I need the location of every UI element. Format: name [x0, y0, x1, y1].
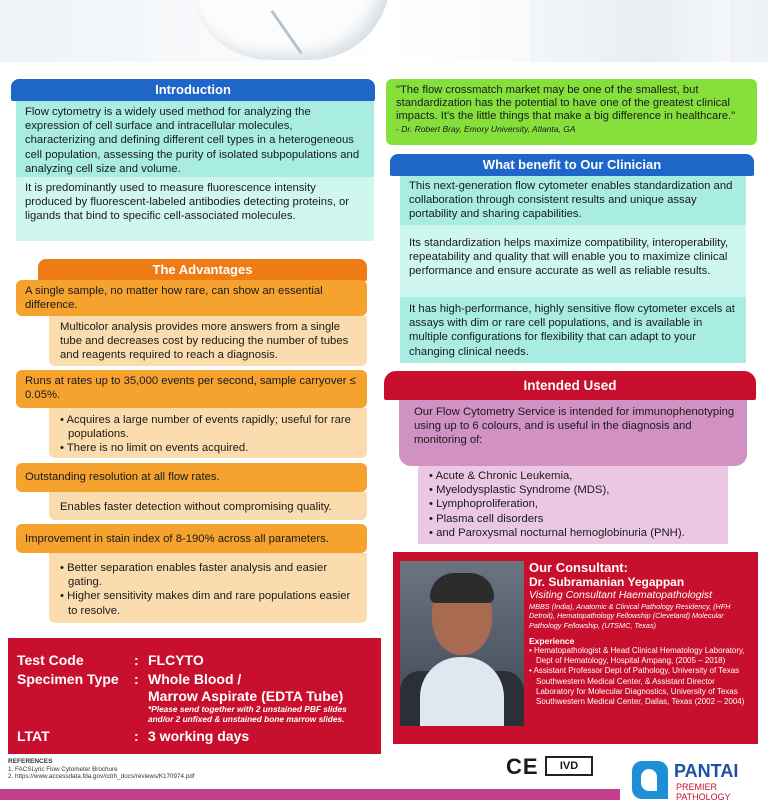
benefit-paragraph-3: It has high-performance, highly sensitive flow cytometer excels at assays with dim or rare cell populations, and is available in multiple configurations for flexibility that can adapt to your changing clinical needs.	[400, 297, 746, 363]
footer-bar	[0, 789, 620, 800]
advantage-bullet: • Acquires a large number of events rapidly; useful for rare populations.	[60, 414, 351, 441]
quote-box	[386, 79, 757, 145]
intended-header	[384, 371, 756, 400]
intended-list-box	[418, 466, 728, 544]
test-info-panel	[8, 638, 381, 754]
logo-name: PANTAI	[674, 761, 739, 781]
intended-item: • Acute & Chronic Leukemia,	[429, 470, 573, 482]
intended-title: Intended Used	[523, 378, 617, 393]
introduction-paragraph-1: Flow cytometry is a widely used method for analyzing the expression of cell surface and intracellular molecules, characterizing and defining different cell types in a heterogeneous cell population, assessing the purity of isolated subpopulations and analyzing cell size and volume.	[16, 101, 374, 177]
ce-mark: CE	[506, 754, 539, 779]
benefit-paragraph-1: This next-generation flow cytometer enables standardization and collaboration through consistent results and unique assay portability and sharing capabilities.	[400, 176, 746, 225]
ltat-label: LTAT	[17, 728, 50, 744]
quote-author: - Dr. Robert Bray, Emory University, Atlanta, GA	[396, 123, 576, 134]
advantage-item-1-head: A single sample, no matter how rare, can show an essential difference.	[16, 280, 367, 316]
specimen-note-line-1: *Please send together with 2 unstained PBF slides	[148, 704, 347, 714]
references	[8, 758, 195, 781]
advantages-title: The Advantages	[152, 262, 253, 277]
photo-hair	[430, 573, 494, 603]
advantage-item-2-head: Runs at rates up to 35,000 events per second, sample carryover ≤ 0.05%.	[16, 370, 367, 408]
introduction-header	[11, 79, 375, 101]
references-title: REFERENCES	[8, 758, 53, 765]
advantage-bullet: • Better separation enables faster analysis and easier gating.	[60, 562, 328, 589]
photo-shirt	[420, 657, 504, 726]
consultant-heading: Our Consultant:	[529, 560, 628, 575]
experience-item: • Hematopathologist & Head Clinical Hematology Laboratory, Dept of Hematology, Hospital Ampang, (2005 – 2018)	[529, 645, 745, 666]
advantages-header	[38, 259, 367, 281]
specimen-type-value-1: Whole Blood /	[148, 671, 242, 687]
intended-intro: Our Flow Cytometry Service is intended for immunophenotyping using up to 6 colours, and is useful in the diagnosis and monitoring of:	[399, 400, 747, 466]
specimen-type-colon: :	[134, 671, 139, 687]
test-code-label: Test Code	[17, 652, 84, 668]
ivd-mark: IVD	[545, 756, 593, 776]
introduction-paragraph-2: It is predominantly used to measure fluorescence intensity produced by fluorescent-labeled antibodies detecting proteins, or ligands that bind to specific cell-associated molecules.	[16, 177, 374, 241]
advantage-item-4-body	[49, 553, 367, 623]
consultant-info	[529, 560, 751, 707]
advantage-item-3-head: Outstanding resolution at all flow rates.	[16, 463, 367, 492]
intended-item: • Lymphoproliferation,	[429, 498, 539, 511]
advantage-item-4-head: Improvement in stain index of 8-190% across all parameters.	[16, 524, 367, 553]
advantage-bullet: • Higher sensitivity makes dim and rare populations easier to resolve.	[60, 590, 351, 617]
advantage-item-2-bullets	[58, 413, 358, 456]
logo-subtitle-line-2: PATHOLOGY	[676, 792, 731, 800]
consultant-photo	[400, 561, 524, 726]
lab-coat-figure	[190, 0, 390, 60]
consultant-qualifications: MBBS (India), Anatomic & Clinical Pathology Residency, (HFH Detroit), Hematopathology Fellowship (Cleveland) Molecular Pathology Fellowship, (UTSMC, Texas)	[529, 602, 731, 630]
specimen-note-line-2: and/or 2 unfixed & unstained bone marrow slides.	[148, 714, 345, 724]
reference-item: 1. FACSLyric Flow Cytometer Brochure	[8, 765, 118, 773]
benefit-paragraph-2: Its standardization helps maximize compatibility, interoperability, repeatability and quality that will enable you to maximize clinical performance and ensure accurate as well as reliable results.	[400, 225, 746, 297]
experience-item: • Assistant Professor Dept of Pathology, University of Texas Southwestern Medical Center, & Assistant Director Laboratory for Molecular Diagnostics, University of Texas Southwestern Medical Center, Dallas, Texas (2002 – 2004)	[529, 666, 745, 706]
intended-item: • Myelodysplastic Syndrome (MDS),	[429, 484, 610, 497]
quote-text: "The flow crossmatch market may be one of the smallest, but standardization has the potential to have one of the greatest clinical impacts. It's the little things that make a big difference in healthcare."	[396, 84, 736, 123]
advantage-item-4-bullets	[58, 561, 358, 618]
advantage-item-3-body: Enables faster detection without compromising quality.	[49, 492, 367, 520]
specimen-type-value-2: Marrow Aspirate (EDTA Tube)	[148, 688, 344, 704]
introduction-title: Introduction	[155, 82, 231, 97]
advantage-item-2-body	[49, 408, 367, 458]
test-code-value: FLCYTO	[148, 652, 204, 668]
pantai-logo-icon	[632, 761, 668, 799]
hero-image	[0, 0, 768, 62]
logo-subtitle	[676, 782, 731, 800]
intended-item: • and Paroxysmal nocturnal hemoglobinuria (PNH).	[429, 526, 685, 539]
logo-subtitle-line-1: PREMIER	[676, 782, 718, 792]
ltat-colon: :	[134, 728, 139, 744]
benefit-header	[390, 154, 754, 176]
test-code-colon: :	[134, 652, 139, 668]
benefit-title: What benefit to Our Clinician	[482, 157, 662, 172]
consultant-name: Dr. Subramanian Yegappan	[529, 575, 685, 589]
intended-list	[427, 469, 719, 540]
experience-title: Experience	[529, 635, 575, 646]
advantage-item-1-body: Multicolor analysis provides more answers from a single tube and decreases cost by reducing the number of tubes and reagents required to reach a diagnosis.	[49, 316, 367, 366]
lab-background	[530, 0, 730, 62]
advantage-bullet: • There is no limit on events acquired.	[60, 442, 249, 455]
consultant-panel	[393, 552, 758, 744]
consultant-role: Visiting Consultant Haematopathologist	[529, 589, 713, 601]
reference-item: 2. https://www.accessdata.fda.gov/cdrh_docs/reviews/K170974.pdf	[8, 773, 195, 780]
specimen-type-label: Specimen Type	[17, 671, 119, 687]
specimen-note	[148, 704, 347, 724]
ltat-value: 3 working days	[148, 728, 250, 744]
experience-list	[529, 646, 751, 707]
intended-item: • Plasma cell disorders	[429, 512, 544, 525]
